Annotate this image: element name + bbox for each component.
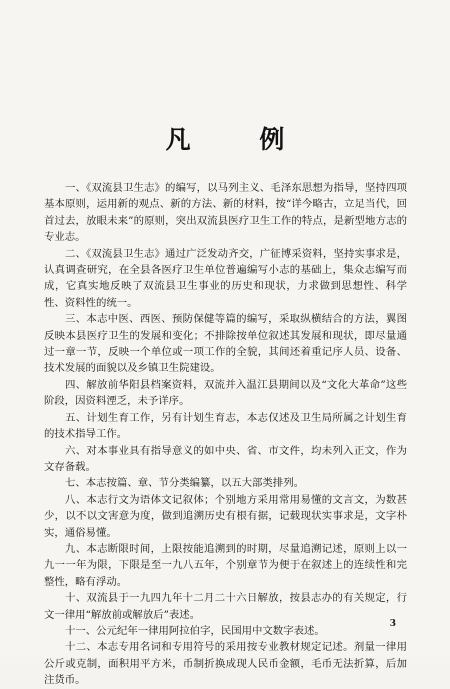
paragraph-1: 一、《双流县卫生志》的编写，以马列主义、毛泽东思想为指导，坚持四项基本原则，运用新的观点、新的方法、新的材料，按“详今略古，立足当代，回首过去，放眼未来”的原则，突出双流县医疗卫生工作的特点，是新型地方志的专业志。 xyxy=(44,182,407,244)
page-number: 3 xyxy=(389,619,396,629)
paragraph-9: 九、本志断限时间，上限按能追溯到的时期，尽量追溯记述，原则上以一九一一年为限，下限是至一九八五年，个别章节为便于在叙述上的连续性和完整性，略有浮动。 xyxy=(44,542,407,588)
paragraph-7: 七、本志按篇、章、节分类编纂，以五大部类排列。 xyxy=(65,477,304,490)
paragraph-2: 二、《双流县卫生志》通过广泛发动齐交，广征博采资料，坚持实事求是，认真调查研究，在全县各医疗卫生单位普遍编写小志的基础上，集众志编写而成，它真实地反映了双流县卫生事业的历史和现状，力求做到思想性、科学性、资料性的统一。 xyxy=(44,247,407,309)
paragraph-11: 十一、公元纪年一律用阿拉伯字，民国用中文数字表述。 xyxy=(65,624,325,637)
paragraph-6: 六、对本事业具有指导意义的如中央、省、市文件，均未列入正文，作为文存备载。 xyxy=(44,444,407,473)
paragraph-4: 四、解放前华阳县档案资料，双流并入温江县期间以及“文化大革命”这些阶段，因资料湮乏，未予详序。 xyxy=(44,378,407,408)
page-title: 凡 例 xyxy=(165,125,315,154)
paragraph-12: 十二、本志专用名词和专用符号的采用按专业教材规定记述。剂量一律用公斤或克制，面积用平方米，币制折换成现人民币金额，毛币无法折算，后加注货币。 xyxy=(44,641,407,687)
paragraph-8: 八、本志行文为语体文记叙体；个别地方采用常用易懂的文言文，为数甚少，以不以文害意为度，做到追溯历史有根有据，记载现状实事求是，文字朴实，通俗易懂。 xyxy=(44,493,407,539)
paragraph-5: 五、计划生育工作，另有计划生育志，本志仅述及卫生局所属之计划生育的技术指导工作。 xyxy=(44,411,407,441)
paragraph-10: 十、双流县于一九四九年十二月二十六日解放，按县志办的有关规定，行文一律用“解放前或解放后”表述。 xyxy=(44,592,407,621)
body-text xyxy=(44,180,407,689)
paragraph-3: 三、本志中医、西医、预防保健等篇的编写，采取纵横结合的方法，翼图反映本县医疗卫生的发展和变化；不排除按单位叙述其发展和现状，即尽量通过一章一节，反映一个单位或一项工作的全貌，其间还着重记序人员、设备、技术发展的面貌以及乡镇卫生院建设。 xyxy=(44,313,407,375)
